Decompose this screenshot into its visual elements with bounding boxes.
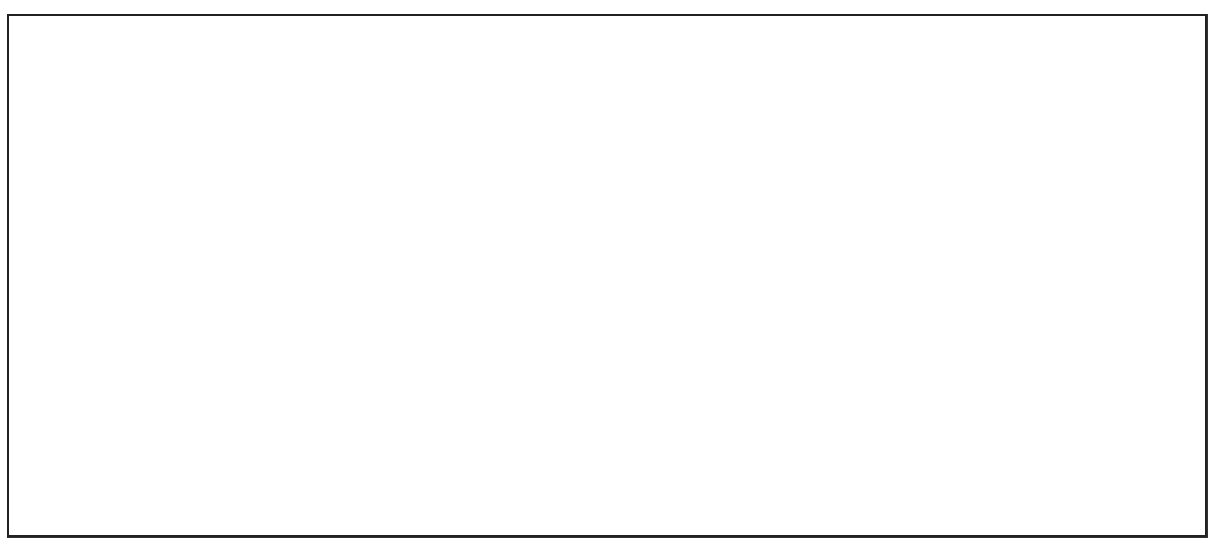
table-outer-border bbox=[7, 14, 1207, 537]
